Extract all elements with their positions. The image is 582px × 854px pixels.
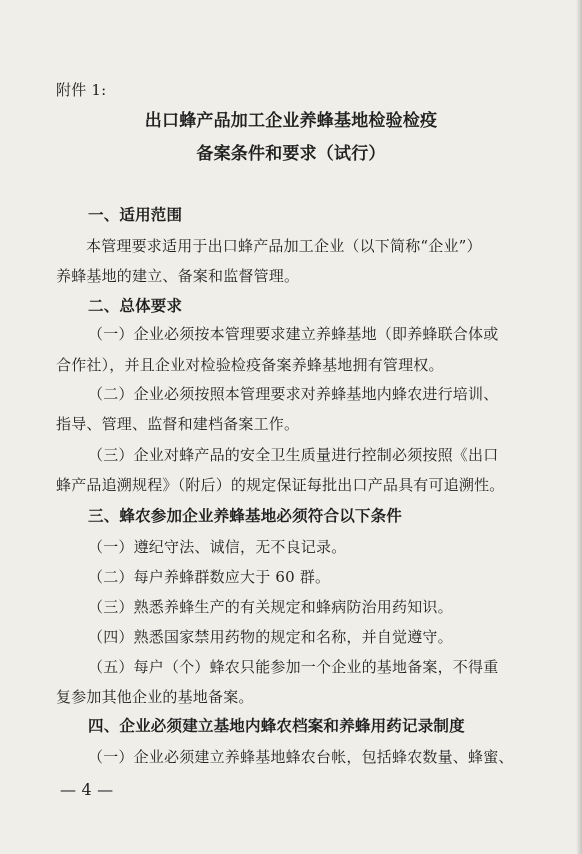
section3-item4: （四）熟悉国家禁用药物的规定和名称，并自觉遵守。 [88,628,453,646]
attachment-label: 附件 1: [56,81,107,99]
section3-item2: （二）每户养蜂群数应大于 60 群。 [88,568,331,586]
section2-item3-line2: 蜂产品追溯规程》（附后）的规定保证每批出口产品具有可追溯性。 [56,476,505,494]
section2-item2-line2: 指导、管理、监督和建档备案工作。 [56,415,300,433]
document-title-line2: 备案条件和要求（试行） [196,144,386,164]
page-number: — 4 — [60,780,114,799]
document-title-line1: 出口蜂产品加工企业养蜂基地检验检疫 [144,111,438,131]
section3-item5-line2: 复参加其他企业的基地备案。 [56,688,254,706]
section1-text-line2: 养蜂基地的建立、备案和监督管理。 [56,267,300,285]
section4-heading: 四、企业必须建立基地内蜂农档案和养蜂用药记录制度 [88,717,465,735]
section1-text-line1: 本管理要求适用于出口蜂产品加工企业（以下简称“企业”） [86,237,482,255]
section4-item1-line1: （一）企业必须建立养蜂基地蜂农台帐，包括蜂农数量、蜂蜜、 [88,748,514,766]
section2-item2-line1: （二）企业必须按照本管理要求对养蜂基地内蜂农进行培训、 [88,385,499,403]
section2-item3-line1: （三）企业对蜂产品的安全卫生质量进行控制必须按照《出口 [88,446,499,464]
section3-heading: 三、蜂农参加企业养蜂基地必须符合以下条件 [88,507,403,525]
section3-item1: （一）遵纪守法、诚信，无不良记录。 [88,538,347,556]
section1-heading: 一、适用范围 [88,206,183,224]
section3-item5-line1: （五）每户（个）蜂农只能参加一个企业的基地备案，不得重 [88,658,499,676]
section3-item3: （三）熟悉养蜂生产的有关规定和蜂病防治用药知识。 [88,598,453,616]
section2-item1-line1: （一）企业必须按本管理要求建立养蜂基地（即养蜂联合体或 [88,325,499,343]
section2-heading: 二、总体要求 [88,297,183,315]
section2-item1-line2: 合作社），并且企业对检验检疫备案养蜂基地拥有管理权。 [56,356,444,374]
